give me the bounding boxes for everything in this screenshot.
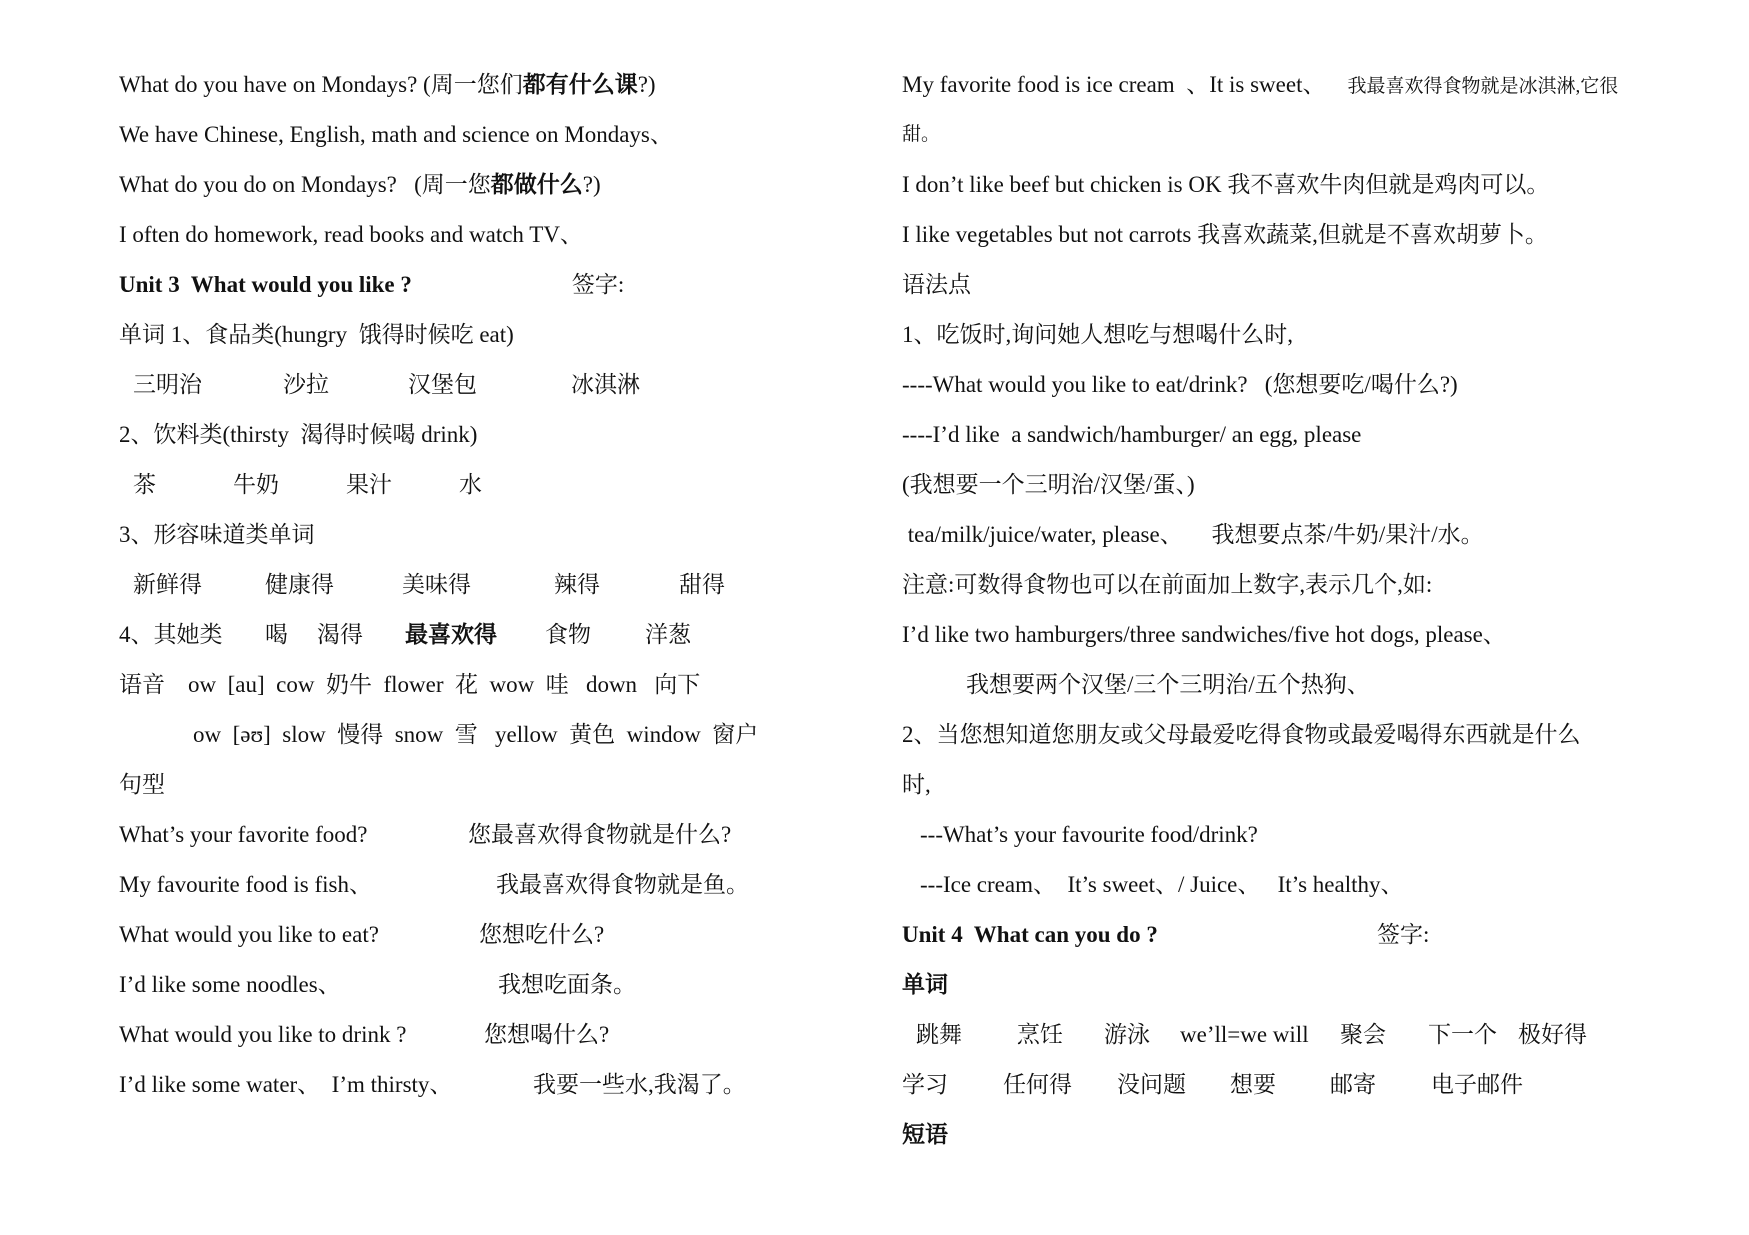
- sentence-pair: [119, 914, 819, 964]
- chinese-translation: 我最喜欢得食物就是鱼。: [496, 872, 749, 897]
- text-line: ----What would you like to eat/drink? (您想要吃/喝什么?): [902, 372, 1458, 397]
- chinese-translation: 您想喝什么?: [484, 1022, 610, 1047]
- vocab-item: 茶: [133, 472, 156, 497]
- text-line: I don’t like beef but chicken is OK 我不喜欢牛肉但就是鸡肉可以。: [902, 172, 1550, 197]
- text-line: We have Chinese, English, math and science on Mondays、: [119, 122, 673, 147]
- text-line: [902, 814, 1672, 864]
- english-sentence: My favorite food is ice cream 、It is sweet、: [902, 72, 1326, 97]
- text-span: ---Ice cream、 It’s sweet、/ Juice、 It’s healthy、: [920, 872, 1404, 897]
- vocab-item: 极好得: [1518, 1022, 1587, 1047]
- vocab-item: 聚会: [1340, 1022, 1386, 1047]
- text-span: ow [əʊ] slow 慢得 snow 雪 yellow 黄色 window 窗户: [193, 722, 759, 747]
- vocab-item: 三明治: [133, 372, 202, 397]
- vocab-item: we’ll=we will: [1180, 1022, 1309, 1047]
- vocab-item: 游泳: [1104, 1022, 1150, 1047]
- vocab-item: 冰淇淋: [571, 372, 640, 397]
- text-line: I’d like two hamburgers/three sandwiches/five hot dogs, please、: [902, 622, 1506, 647]
- vocab-item: 甜得: [679, 572, 725, 597]
- vocab-item: 洋葱: [645, 622, 691, 647]
- text-line: 3、形容味道类单词: [119, 522, 315, 547]
- bold-text: 最喜欢得: [405, 622, 497, 647]
- vocab-item: 渴得: [317, 622, 363, 647]
- signature-label: 签字:: [571, 272, 625, 297]
- english-sentence: My favourite food is fish、: [119, 872, 372, 897]
- section-label: 语法点: [902, 272, 971, 297]
- vocab-item: 任何得: [1003, 1072, 1072, 1097]
- text-line: 单词 1、食品类(hungry 饿得时候吃 eat): [119, 322, 514, 347]
- english-sentence: What would you like to drink ?: [119, 1022, 407, 1047]
- vocab-item: 牛奶: [233, 472, 279, 497]
- text-line: 注意:可数得食物也可以在前面加上数字,表示几个,如:: [902, 572, 1433, 597]
- vocab-item: 健康得: [265, 572, 334, 597]
- text-span: What do you do on Mondays? (周一您: [119, 172, 491, 197]
- text-line: 1、吃饭时,询问她人想吃与想喝什么时,: [902, 322, 1293, 347]
- vocab-item: 食物: [545, 622, 591, 647]
- vocab-item: 果汁: [346, 472, 392, 497]
- text-span: What do you have on Mondays? (周一您们: [119, 72, 523, 97]
- vocab-item: 4、其她类: [119, 622, 223, 647]
- text-line: 2、饮料类(thirsty 渴得时候喝 drink): [119, 422, 478, 447]
- vocab-item: 想要: [1230, 1072, 1276, 1097]
- vocab-item: 辣得: [554, 572, 600, 597]
- vocab-item: 沙拉: [283, 372, 329, 397]
- vocab-row: [119, 464, 819, 514]
- vocab-item: 下一个: [1428, 1022, 1497, 1047]
- chinese-translation: 我想要两个汉堡/三个三明治/五个热狗、: [966, 672, 1370, 697]
- english-sentence: What would you like to eat?: [119, 922, 379, 947]
- vocab-item: 烹饪: [1017, 1022, 1063, 1047]
- signature-label: 签字:: [1377, 922, 1430, 947]
- text-span: ?): [582, 172, 601, 197]
- chinese-translation: 我想吃面条。: [498, 972, 636, 997]
- bold-text: 都做什么: [490, 172, 583, 197]
- english-sentence: I’d like some noodles、: [119, 972, 341, 997]
- chinese-translation: 我要一些水,我渴了。: [533, 1072, 746, 1097]
- sentence-pair: [119, 1014, 819, 1064]
- vocab-row: [119, 564, 819, 614]
- text-line: 时,: [902, 772, 931, 797]
- unit-title: Unit 4 What can you do ?: [902, 922, 1158, 947]
- section-label: 单词: [902, 972, 948, 997]
- vocab-row: [119, 614, 819, 664]
- text-line: I often do homework, read books and watch TV、: [119, 222, 583, 247]
- sentence-pair: [119, 814, 819, 864]
- text-line: [902, 664, 1672, 714]
- text-line: [902, 64, 1672, 114]
- text-line: I like vegetables but not carrots 我喜欢蔬菜,但就是不喜欢胡萝卜。: [902, 222, 1548, 247]
- unit-heading: [902, 914, 1672, 964]
- phonics-line: 语音 ow [au] cow 奶牛 flower 花 wow 哇 down 向下: [119, 672, 701, 697]
- left-column: [119, 64, 819, 1114]
- sentence-pair: [119, 864, 819, 914]
- text-line: [902, 864, 1672, 914]
- vocab-row: [119, 364, 819, 414]
- bold-text: 都有什么课: [522, 72, 638, 97]
- text-span: ---What’s your favourite food/drink?: [920, 822, 1258, 847]
- phonics-line: [119, 714, 819, 764]
- sentence-pair: [119, 964, 819, 1014]
- sentence-pair: [119, 1064, 819, 1114]
- unit-title: Unit 3 What would you like ?: [119, 272, 412, 297]
- text-line: (我想要一个三明治/汉堡/蛋、): [902, 472, 1195, 497]
- vocab-row: [902, 1014, 1672, 1064]
- vocab-item: 没问题: [1117, 1072, 1186, 1097]
- text-line: [119, 64, 819, 114]
- text-line: 2、当您想知道您朋友或父母最爱吃得食物或最爱喝得东西就是什么: [902, 722, 1581, 747]
- vocab-item: 跳舞: [916, 1022, 962, 1047]
- section-label: 句型: [119, 772, 165, 797]
- vocab-item: 汉堡包: [408, 372, 477, 397]
- vocab-item: 电子邮件: [1431, 1072, 1523, 1097]
- text-line: [119, 164, 819, 214]
- text-line: tea/milk/juice/water, please、 我想要点茶/牛奶/果汁/水。: [902, 522, 1484, 547]
- chinese-translation: 您最喜欢得食物就是什么?: [468, 822, 732, 847]
- vocab-item: 学习: [902, 1072, 948, 1097]
- vocab-item: 邮寄: [1330, 1072, 1376, 1097]
- text-line: 甜。: [902, 124, 941, 145]
- unit-heading: [119, 264, 819, 314]
- english-sentence: What’s your favorite food?: [119, 822, 368, 847]
- english-sentence: I’d like some water、 I’m thirsty、: [119, 1072, 453, 1097]
- vocab-item: 新鲜得: [133, 572, 202, 597]
- section-label: 短语: [902, 1122, 948, 1147]
- chinese-translation: 我最喜欢得食物就是冰淇淋,它很: [1347, 76, 1619, 97]
- vocab-row: [902, 1064, 1672, 1114]
- vocab-item: 喝: [265, 622, 288, 647]
- right-column: [902, 64, 1672, 1164]
- vocab-item: 美味得: [402, 572, 471, 597]
- text-line: ----I’d like a sandwich/hamburger/ an egg, please: [902, 422, 1362, 447]
- text-span: ?): [637, 72, 656, 97]
- vocab-item: 水: [459, 472, 482, 497]
- chinese-translation: 您想吃什么?: [479, 922, 605, 947]
